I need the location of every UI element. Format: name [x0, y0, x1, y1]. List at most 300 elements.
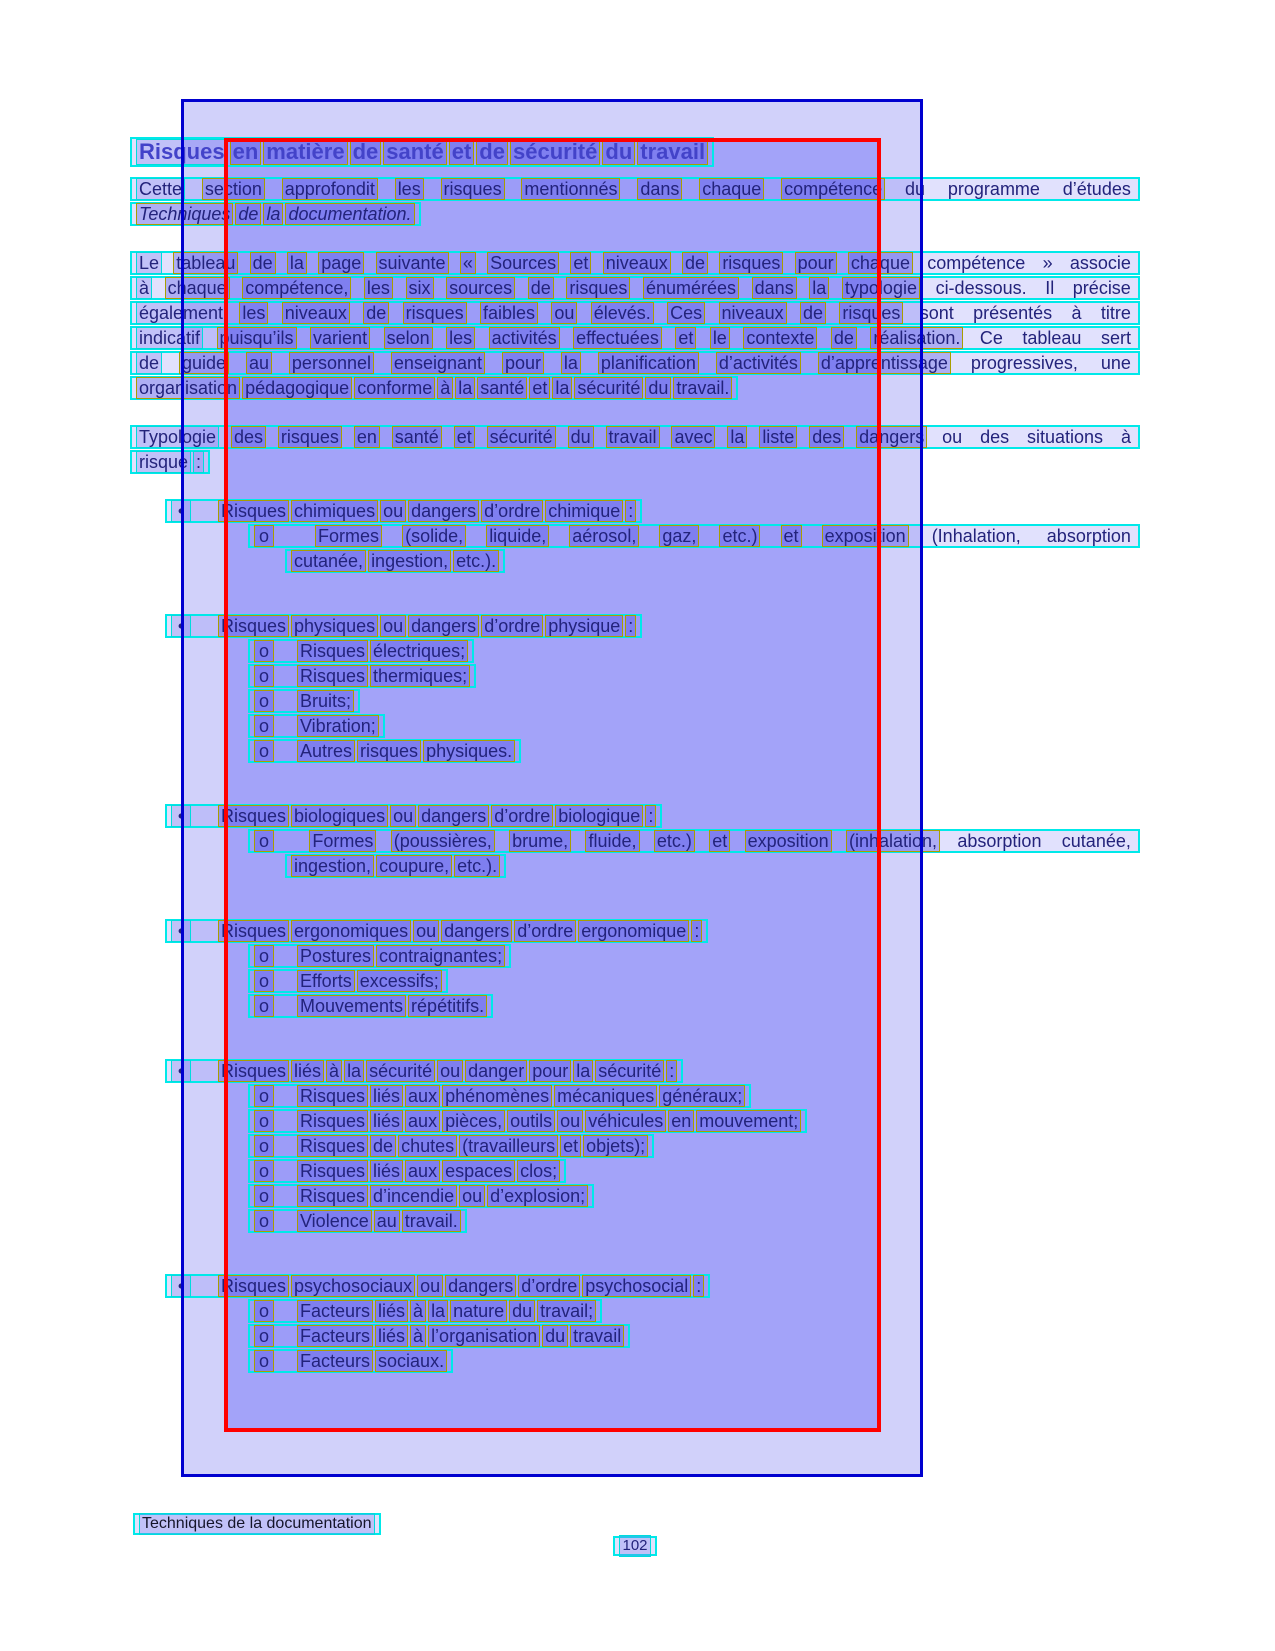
word-box: du [509, 1300, 535, 1322]
word-box: ingestion, [291, 855, 374, 877]
line-box [165, 499, 642, 523]
word-box: typologie [842, 277, 920, 299]
word-box: la [552, 377, 572, 399]
block-bullets [130, 1058, 1140, 1233]
word-box: organisation [136, 377, 240, 399]
word-box: Autres [297, 740, 355, 762]
line-box [130, 351, 1140, 375]
line-box [165, 919, 708, 943]
text-line [130, 1183, 1140, 1208]
word-box: les [395, 178, 424, 200]
word-box: la [573, 1060, 593, 1082]
word-box: ci-dessous. [935, 277, 1027, 298]
word-box: liés [291, 1060, 324, 1082]
line-box [248, 829, 1140, 853]
text-line [130, 375, 1140, 400]
word-box: élevés. [591, 302, 654, 324]
word-box: mouvement; [696, 1110, 801, 1132]
word-box: brume, [509, 830, 571, 852]
word-box: (poussières, [391, 830, 495, 852]
word-box: Risques [297, 1110, 368, 1132]
word-box: d’explosion; [487, 1185, 588, 1207]
word-box: ou [942, 426, 963, 447]
line-box [248, 994, 493, 1018]
word-box: gaz, [659, 525, 699, 547]
bullet-marker: o [254, 970, 274, 992]
word-box: à [1120, 426, 1131, 447]
word-box: travail [637, 139, 708, 165]
word-box: progressives, [970, 352, 1078, 373]
word-box: (Inhalation, [931, 525, 1021, 546]
word-box: nature [450, 1300, 507, 1322]
word-box: section [202, 178, 265, 200]
word-box: également [136, 302, 226, 324]
word-box: risques [839, 302, 903, 324]
text-line [130, 738, 1140, 763]
word-box: tableau [173, 252, 238, 274]
word-box: indicatif [136, 327, 203, 349]
line-box [248, 1159, 566, 1183]
line-box [248, 1324, 630, 1348]
word-box: varient [310, 327, 370, 349]
word-box: la [727, 426, 747, 448]
block-bullets [130, 1273, 1140, 1373]
word-box: du [568, 426, 594, 448]
word-box: sert [1100, 327, 1131, 348]
bullet-marker: o [254, 665, 274, 687]
word-box: exposition [822, 525, 909, 547]
word-box: outils [507, 1110, 555, 1132]
word-box: programme [947, 178, 1040, 199]
line-box [130, 202, 421, 226]
word-box: pour [502, 352, 544, 374]
word-box: psychosociaux [291, 1275, 415, 1297]
word-box: de [235, 203, 261, 225]
word-box: ingestion, [368, 550, 451, 572]
bullet-marker: o [254, 640, 274, 662]
word-box: physiques [291, 615, 378, 637]
line-box [130, 326, 1140, 350]
text-line [130, 1348, 1140, 1373]
word-box: santé [477, 377, 527, 399]
word-box: Risques [297, 1135, 368, 1157]
word-box: Postures [297, 945, 374, 967]
word-box: ou [459, 1185, 485, 1207]
text-line [130, 1133, 1140, 1158]
bullet-marker: • [171, 1275, 191, 1297]
footer-text: Techniques de la documentation [139, 1513, 375, 1535]
word-box: Risques [218, 920, 289, 942]
word-box: pièces, [442, 1110, 505, 1132]
line-box [130, 137, 714, 167]
word-box: dangers [418, 805, 489, 827]
word-box: niveaux [719, 302, 787, 324]
word-box: du [645, 377, 671, 399]
word-box: sociaux. [375, 1350, 447, 1372]
word-box: ou [551, 302, 577, 324]
block-para [130, 250, 1140, 400]
text-line [130, 300, 1140, 325]
word-box: physiques. [423, 740, 515, 762]
word-box: risques [403, 302, 467, 324]
word-box: réalisation. [870, 327, 963, 349]
block-bullets [130, 803, 1140, 878]
line-box [285, 854, 506, 878]
word-box: planification [598, 352, 699, 374]
word-box: etc.) [654, 830, 695, 852]
word-box: de [682, 252, 708, 274]
word-box: à [1071, 302, 1082, 323]
word-box: véhicules [585, 1110, 666, 1132]
word-box: de [476, 139, 508, 165]
word-box: d’études [1062, 178, 1131, 199]
word-box: Formes [315, 525, 382, 547]
word-box: la [809, 277, 829, 299]
text-line [130, 1083, 1140, 1108]
word-box: pour [795, 252, 837, 274]
text-line [130, 1108, 1140, 1133]
block-title [130, 137, 1140, 167]
word-box: Risques [297, 1085, 368, 1107]
word-box: Le [136, 252, 162, 274]
text-line [130, 1273, 1140, 1298]
word-box: risques [719, 252, 783, 274]
word-box: Violence [297, 1210, 372, 1232]
word-box: danger [465, 1060, 527, 1082]
word-box: des [980, 426, 1010, 447]
line-box [130, 276, 1140, 300]
text-line [130, 424, 1140, 449]
word-box: de [800, 302, 826, 324]
bullet-marker: o [254, 715, 274, 737]
line-box [248, 714, 385, 738]
word-box: de [370, 1135, 396, 1157]
word-box: à [437, 377, 453, 399]
word-box: exposition [745, 830, 832, 852]
word-box: et [709, 830, 730, 852]
text-line [130, 449, 1140, 474]
word-box: mentionnés [521, 178, 620, 200]
word-box: : [666, 1060, 677, 1082]
text-line [130, 968, 1140, 993]
word-box: documentation. [285, 203, 414, 225]
line-box [248, 1349, 453, 1373]
line-box [248, 689, 360, 713]
bullet-marker: o [254, 1110, 274, 1132]
word-box: chimiques [291, 500, 378, 522]
word-box: et [454, 426, 475, 448]
word-box: et [529, 377, 550, 399]
word-box: santé [383, 139, 446, 165]
word-box: Ces [667, 302, 705, 324]
word-box: titre [1100, 302, 1131, 323]
word-box: tableau [1022, 327, 1082, 348]
word-box: pédagogique [242, 377, 352, 399]
word-box: Facteurs [297, 1350, 373, 1372]
word-box: compétence [927, 252, 1026, 273]
text-line [130, 548, 1140, 573]
word-box: dangers [856, 426, 927, 448]
text-line [130, 201, 1140, 226]
word-box: de [528, 277, 554, 299]
word-box: coupure, [376, 855, 452, 877]
page-number: 102 [619, 1535, 650, 1557]
word-box: sécurité [366, 1060, 435, 1082]
word-box: d’incendie [370, 1185, 457, 1207]
word-box: liés [370, 1085, 403, 1107]
word-box: sécurité [574, 377, 643, 399]
word-box: dangers [445, 1275, 516, 1297]
word-box: ou [417, 1275, 443, 1297]
block-para [130, 176, 1140, 226]
text-line [130, 663, 1140, 688]
word-box: risque [136, 451, 191, 473]
text-line [130, 853, 1140, 878]
word-box: de [136, 352, 162, 374]
bullet-marker: o [254, 830, 274, 852]
word-box: Facteurs [297, 1300, 373, 1322]
word-box: conforme [354, 377, 435, 399]
word-box: Cette [136, 178, 185, 200]
block-bullets [130, 918, 1140, 1018]
text-line [130, 1158, 1140, 1183]
word-box: Mouvements [297, 995, 406, 1017]
word-box: les [446, 327, 475, 349]
word-box: répétitifs. [408, 995, 487, 1017]
word-box: Risques [218, 615, 289, 637]
word-box: présentés [973, 302, 1053, 323]
line-box [130, 450, 210, 474]
word-box: de [831, 327, 857, 349]
word-box: à [326, 1060, 342, 1082]
word-box: liés [375, 1325, 408, 1347]
text-line [130, 325, 1140, 350]
word-box: au [374, 1210, 400, 1232]
word-box: du [542, 1325, 568, 1347]
word-box: le [710, 327, 730, 349]
word-box: la [344, 1060, 364, 1082]
word-box: chutes [398, 1135, 457, 1157]
bullet-marker: o [254, 1085, 274, 1107]
word-box: avec [671, 426, 715, 448]
word-box: clos; [517, 1160, 560, 1182]
text-line [130, 803, 1140, 828]
word-box: la [561, 352, 581, 374]
word-box: page [318, 252, 364, 274]
word-box: aux [405, 1110, 440, 1132]
word-box: travail [570, 1325, 624, 1347]
word-box: ergonomiques [291, 920, 411, 942]
word-box: chaque [848, 252, 913, 274]
word-box: chimique [545, 500, 623, 522]
text-line [130, 713, 1140, 738]
word-box: compétence [781, 178, 885, 200]
word-box: sécurité [487, 426, 556, 448]
line-box [248, 1184, 594, 1208]
word-box: physique [545, 615, 623, 637]
block-bullets [130, 498, 1140, 573]
word-box: santé [392, 426, 442, 448]
word-box: Bruits; [297, 690, 354, 712]
bullet-marker: o [254, 1300, 274, 1322]
word-box: absorption [957, 830, 1042, 851]
word-box: ou [380, 500, 406, 522]
word-box: des [809, 426, 844, 448]
line-box [248, 639, 474, 663]
word-box: liquide, [486, 525, 549, 547]
word-box: compétence, [242, 277, 351, 299]
word-box: Efforts [297, 970, 355, 992]
text-line [130, 1058, 1140, 1083]
line-box [248, 944, 511, 968]
word-box: de [350, 139, 382, 165]
word-box: contraignantes; [376, 945, 505, 967]
line-box [165, 614, 642, 638]
word-box: en [668, 1110, 694, 1132]
word-box: » [1042, 252, 1053, 273]
footer [133, 1513, 381, 1535]
text-line [130, 1323, 1140, 1348]
line-box [248, 1109, 807, 1133]
word-box: liés [370, 1110, 403, 1132]
line-box [248, 664, 476, 688]
text-line [130, 943, 1140, 968]
bullet-marker: o [254, 945, 274, 967]
word-box: précise [1072, 277, 1131, 298]
word-box: d’ordre [514, 920, 576, 942]
line-box [248, 1134, 654, 1158]
bullet-marker: o [254, 1350, 274, 1372]
word-box: selon [384, 327, 433, 349]
word-box: liés [370, 1160, 403, 1182]
word-box: risques [278, 426, 342, 448]
bullet-marker: o [254, 1160, 274, 1182]
text-line [130, 1208, 1140, 1233]
word-box: Techniques [136, 203, 233, 225]
word-box: aérosol, [569, 525, 639, 547]
word-box: niveaux [282, 302, 350, 324]
word-box: : [625, 500, 636, 522]
word-box: : [193, 451, 204, 473]
word-box: et [781, 525, 802, 547]
word-box: et [449, 139, 475, 165]
word-box: faibles [480, 302, 538, 324]
text-line [130, 523, 1140, 548]
word-box: à [136, 277, 152, 299]
word-box: de [363, 302, 389, 324]
line-box [248, 1084, 751, 1108]
word-box: contexte [743, 327, 817, 349]
word-box: phénomènes [442, 1085, 552, 1107]
word-box: la [263, 203, 283, 225]
bullet-marker: • [171, 500, 191, 522]
block-bullets [130, 613, 1140, 763]
word-box: etc.) [719, 525, 760, 547]
word-box: dangers [408, 615, 479, 637]
line-box [165, 804, 662, 828]
word-box: (solide, [402, 525, 466, 547]
word-box: les [239, 302, 268, 324]
word-box: sécurité [595, 1060, 664, 1082]
word-box: (travailleurs [459, 1135, 558, 1157]
word-box: Risques [218, 805, 289, 827]
word-box: travail. [673, 377, 732, 399]
text-line [130, 350, 1140, 375]
line-box [248, 1209, 467, 1233]
word-box: travail. [402, 1210, 461, 1232]
word-box: la [455, 377, 475, 399]
word-box: effectuées [573, 327, 662, 349]
word-box: sont [919, 302, 954, 323]
word-box: du [602, 139, 635, 165]
word-box: matière [263, 139, 347, 165]
word-box: la [287, 252, 307, 274]
word-box: Ce [979, 327, 1003, 348]
word-box: ou [557, 1110, 583, 1132]
text-line [130, 250, 1140, 275]
word-box: Risques [218, 1275, 289, 1297]
word-box: psychosocial [582, 1275, 691, 1297]
word-box: etc.). [454, 855, 500, 877]
word-box: ou [380, 615, 406, 637]
bullet-marker: o [254, 995, 274, 1017]
text-line [130, 613, 1140, 638]
text-line [130, 688, 1140, 713]
bullet-marker: o [254, 1135, 274, 1157]
word-box: ou [437, 1060, 463, 1082]
word-box: énumérées [643, 277, 739, 299]
line-box [130, 425, 1140, 449]
word-box: risques [441, 178, 505, 200]
word-box: Typologie [136, 426, 219, 448]
word-box: (inhalation, [846, 830, 940, 852]
word-box: à [410, 1300, 426, 1322]
word-box: espaces [442, 1160, 515, 1182]
word-box: et [560, 1135, 581, 1157]
word-box: travail [606, 426, 660, 448]
word-box: Il [1045, 277, 1055, 298]
page-number-box [613, 1536, 656, 1556]
text-line [130, 993, 1140, 1018]
word-box: les [364, 277, 393, 299]
text-line [130, 275, 1140, 300]
word-box: une [1100, 352, 1131, 373]
block-para [130, 424, 1140, 474]
word-box: Risques [218, 500, 289, 522]
word-box: Risques [297, 640, 368, 662]
bullet-marker: o [254, 1325, 274, 1347]
word-box: situations [1027, 426, 1104, 447]
word-box: travail; [537, 1300, 596, 1322]
word-box: sécurité [510, 139, 600, 165]
word-box: liste [759, 426, 797, 448]
word-box: électriques; [370, 640, 468, 662]
text-line [130, 498, 1140, 523]
word-box: dans [637, 178, 682, 200]
line-box [285, 549, 505, 573]
word-box: six [406, 277, 434, 299]
word-box: Risques [136, 139, 228, 165]
word-box: aux [405, 1160, 440, 1182]
word-box: au [246, 352, 272, 374]
word-box: suivante [376, 252, 449, 274]
word-box: Risques [297, 1160, 368, 1182]
text-line [130, 176, 1140, 201]
word-box: risques [357, 740, 421, 762]
word-box: d’ordre [518, 1275, 580, 1297]
word-box: liés [375, 1300, 408, 1322]
word-box: ou [413, 920, 439, 942]
